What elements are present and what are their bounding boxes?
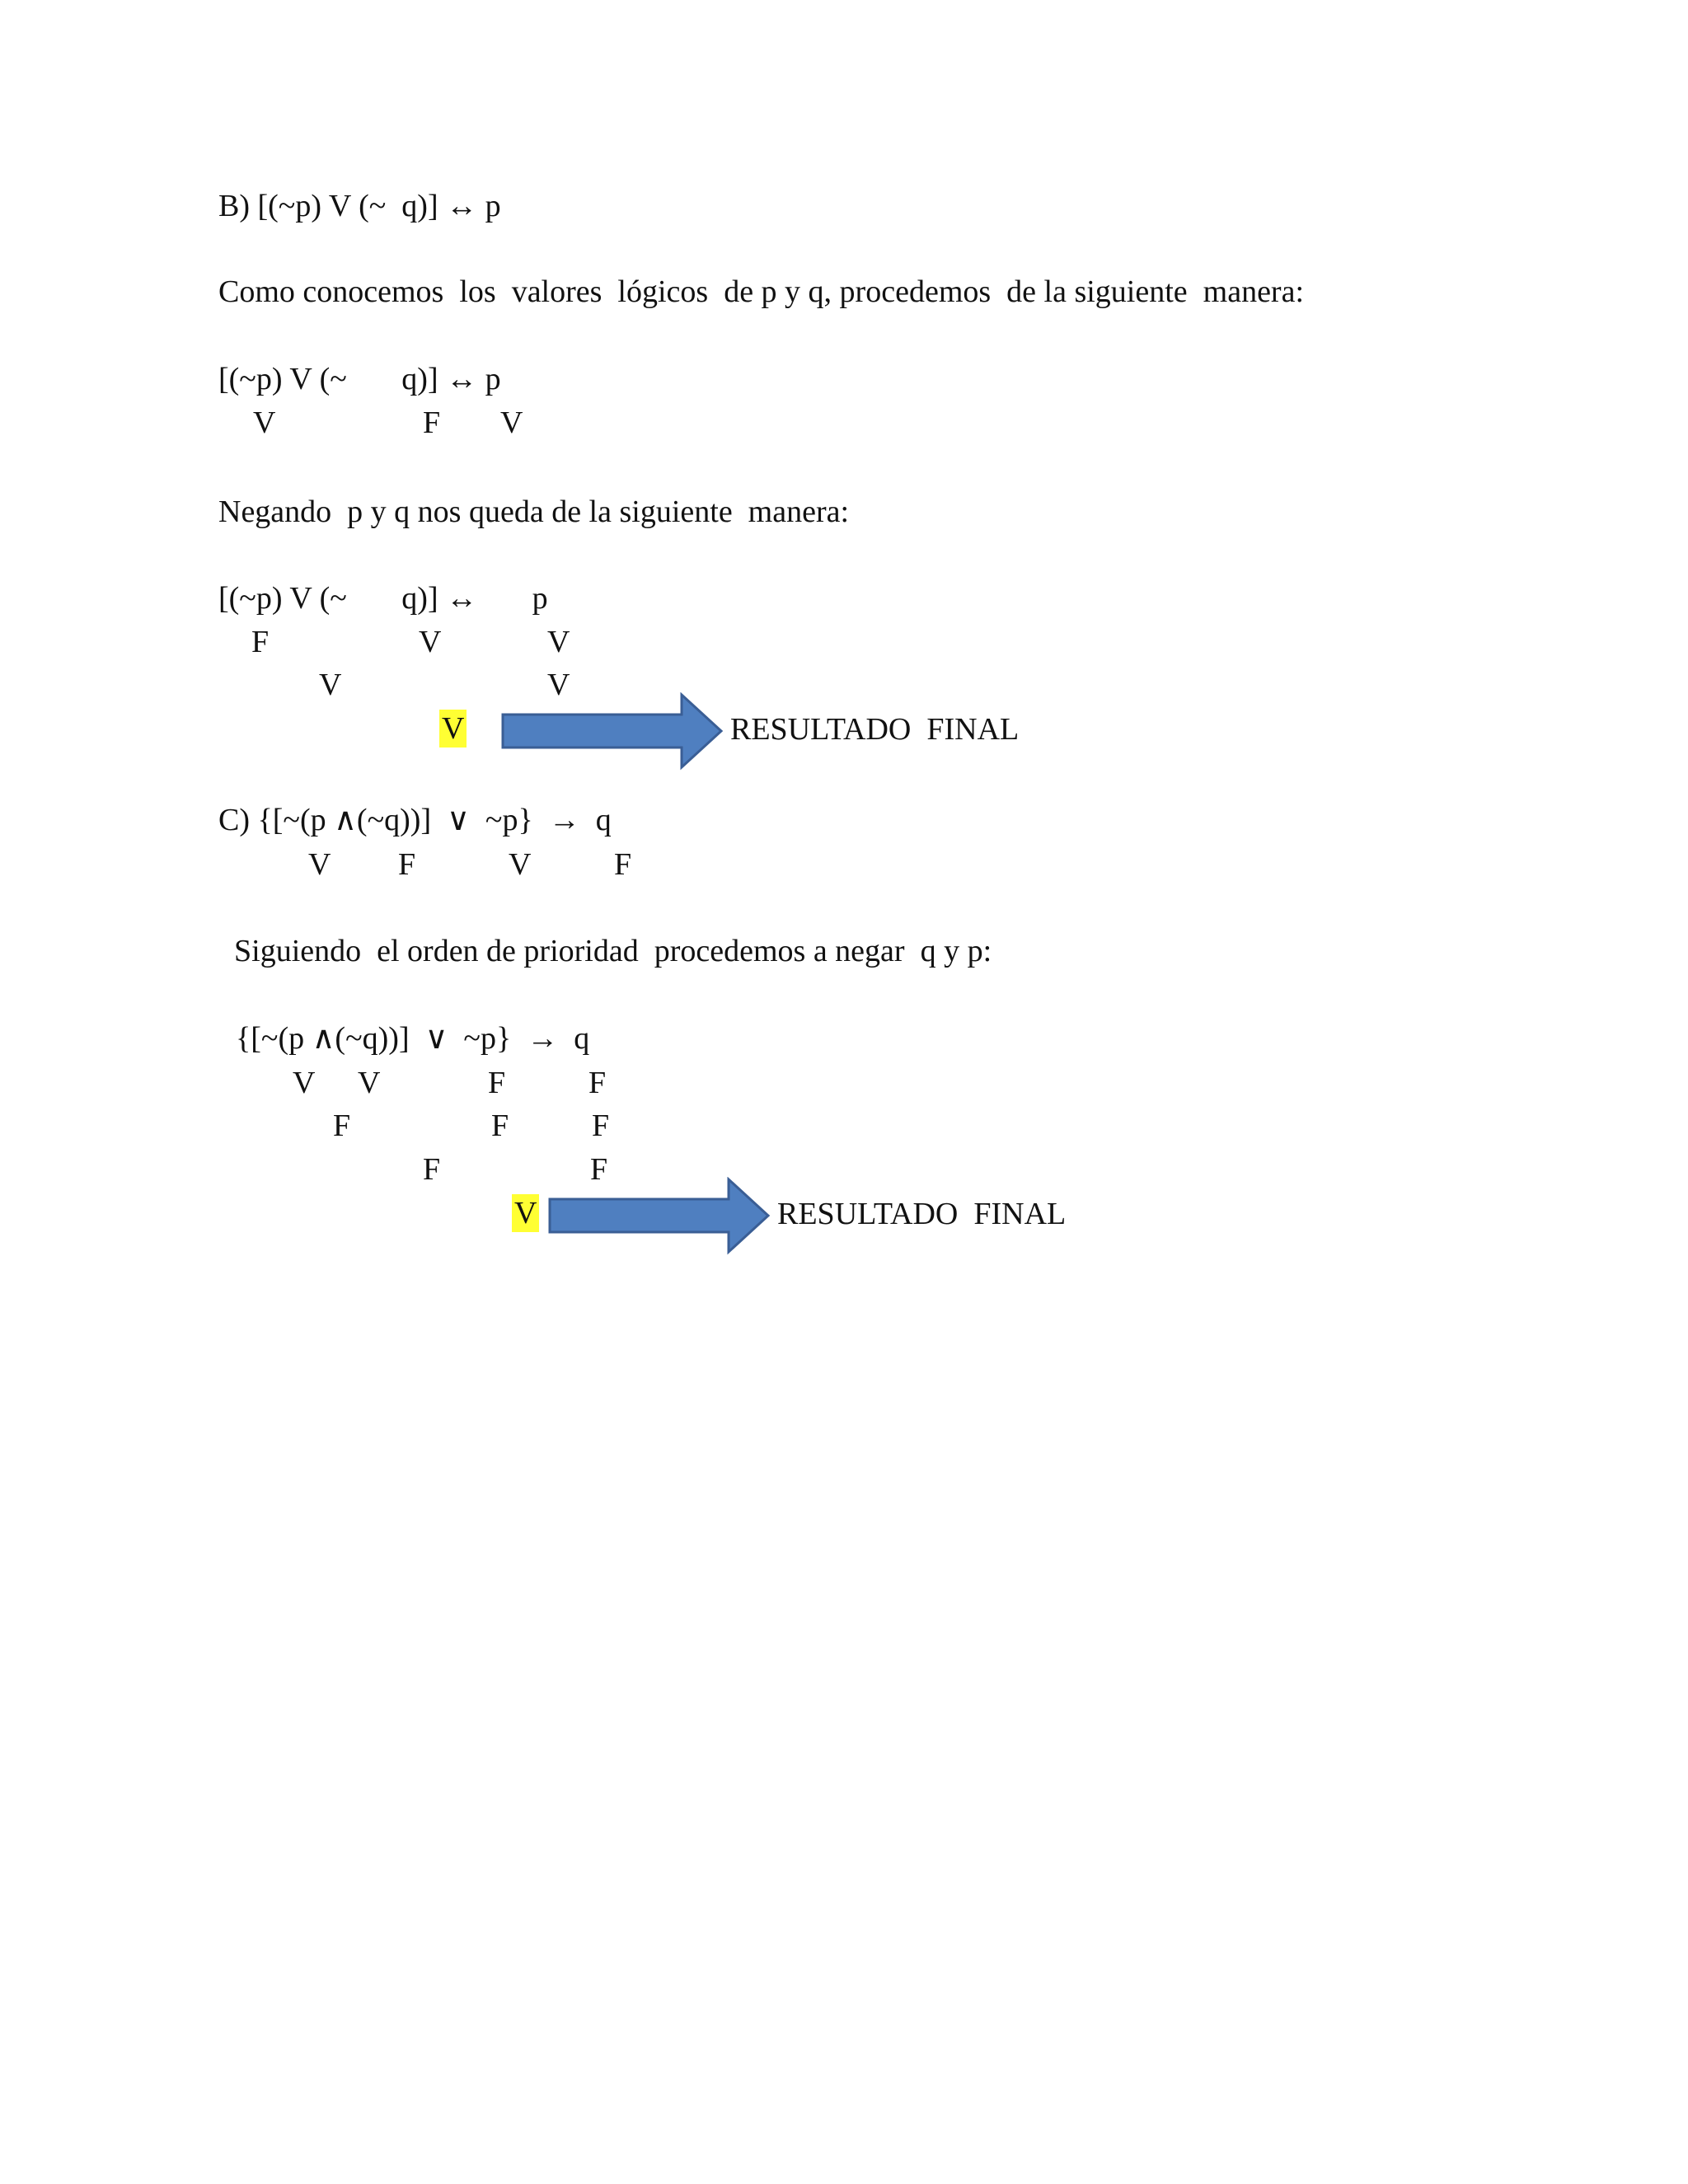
truth-value: F bbox=[333, 1108, 351, 1143]
section-b-final-value bbox=[439, 713, 467, 744]
truth-value: V bbox=[308, 847, 331, 882]
section-b-heading: B) [(~p) V (~ q)] ↔ p bbox=[218, 189, 501, 223]
truth-value: V bbox=[547, 668, 570, 702]
truth-value: F bbox=[590, 1152, 608, 1187]
truth-value: V bbox=[253, 405, 276, 440]
truth-value: V bbox=[293, 1066, 316, 1100]
truth-value: V bbox=[319, 668, 342, 702]
section-c-final-value bbox=[512, 1197, 539, 1229]
right-arrow-icon bbox=[500, 692, 724, 771]
truth-value: V bbox=[419, 625, 442, 659]
truth-value: F bbox=[251, 625, 270, 659]
section-b-expression-1: [(~p) V (~ q)] ↔ p bbox=[218, 362, 501, 396]
truth-value: F bbox=[398, 847, 416, 882]
truth-value: F bbox=[614, 847, 632, 882]
truth-value: F bbox=[423, 405, 441, 440]
section-c-following-text: Siguiendo el orden de prioridad procedemos a negar q y p: bbox=[234, 934, 992, 968]
truth-value: F bbox=[488, 1066, 506, 1100]
section-c-heading: C) {[~(p ∧(~q))] ∨ ~p} → q bbox=[218, 803, 612, 837]
truth-value: F bbox=[592, 1108, 610, 1143]
section-b-expression-2: [(~p) V (~ q)] ↔ p bbox=[218, 581, 548, 616]
arrow-shape bbox=[550, 1179, 768, 1252]
section-c-final-label: RESULTADO FINAL bbox=[777, 1197, 1067, 1231]
highlighted-result: V bbox=[512, 1194, 539, 1232]
section-b-negating-text: Negando p y q nos queda de la siguiente manera: bbox=[218, 494, 850, 529]
truth-value: V bbox=[500, 405, 523, 440]
highlighted-result: V bbox=[439, 710, 467, 748]
right-arrow-icon bbox=[547, 1177, 771, 1255]
truth-value: V bbox=[509, 847, 532, 882]
truth-value: F bbox=[423, 1152, 441, 1187]
section-b-final-label: RESULTADO FINAL bbox=[730, 712, 1020, 747]
truth-value: F bbox=[588, 1066, 607, 1100]
section-c-expression: {[~(p ∧(~q))] ∨ ~p} → q bbox=[236, 1021, 590, 1056]
section-b-intro: Como conocemos los valores lógicos de p y q, procedemos de la siguiente manera: bbox=[218, 274, 1305, 309]
truth-value: V bbox=[547, 625, 570, 659]
arrow-shape bbox=[503, 695, 721, 767]
truth-value: V bbox=[358, 1066, 381, 1100]
truth-value: F bbox=[491, 1108, 509, 1143]
